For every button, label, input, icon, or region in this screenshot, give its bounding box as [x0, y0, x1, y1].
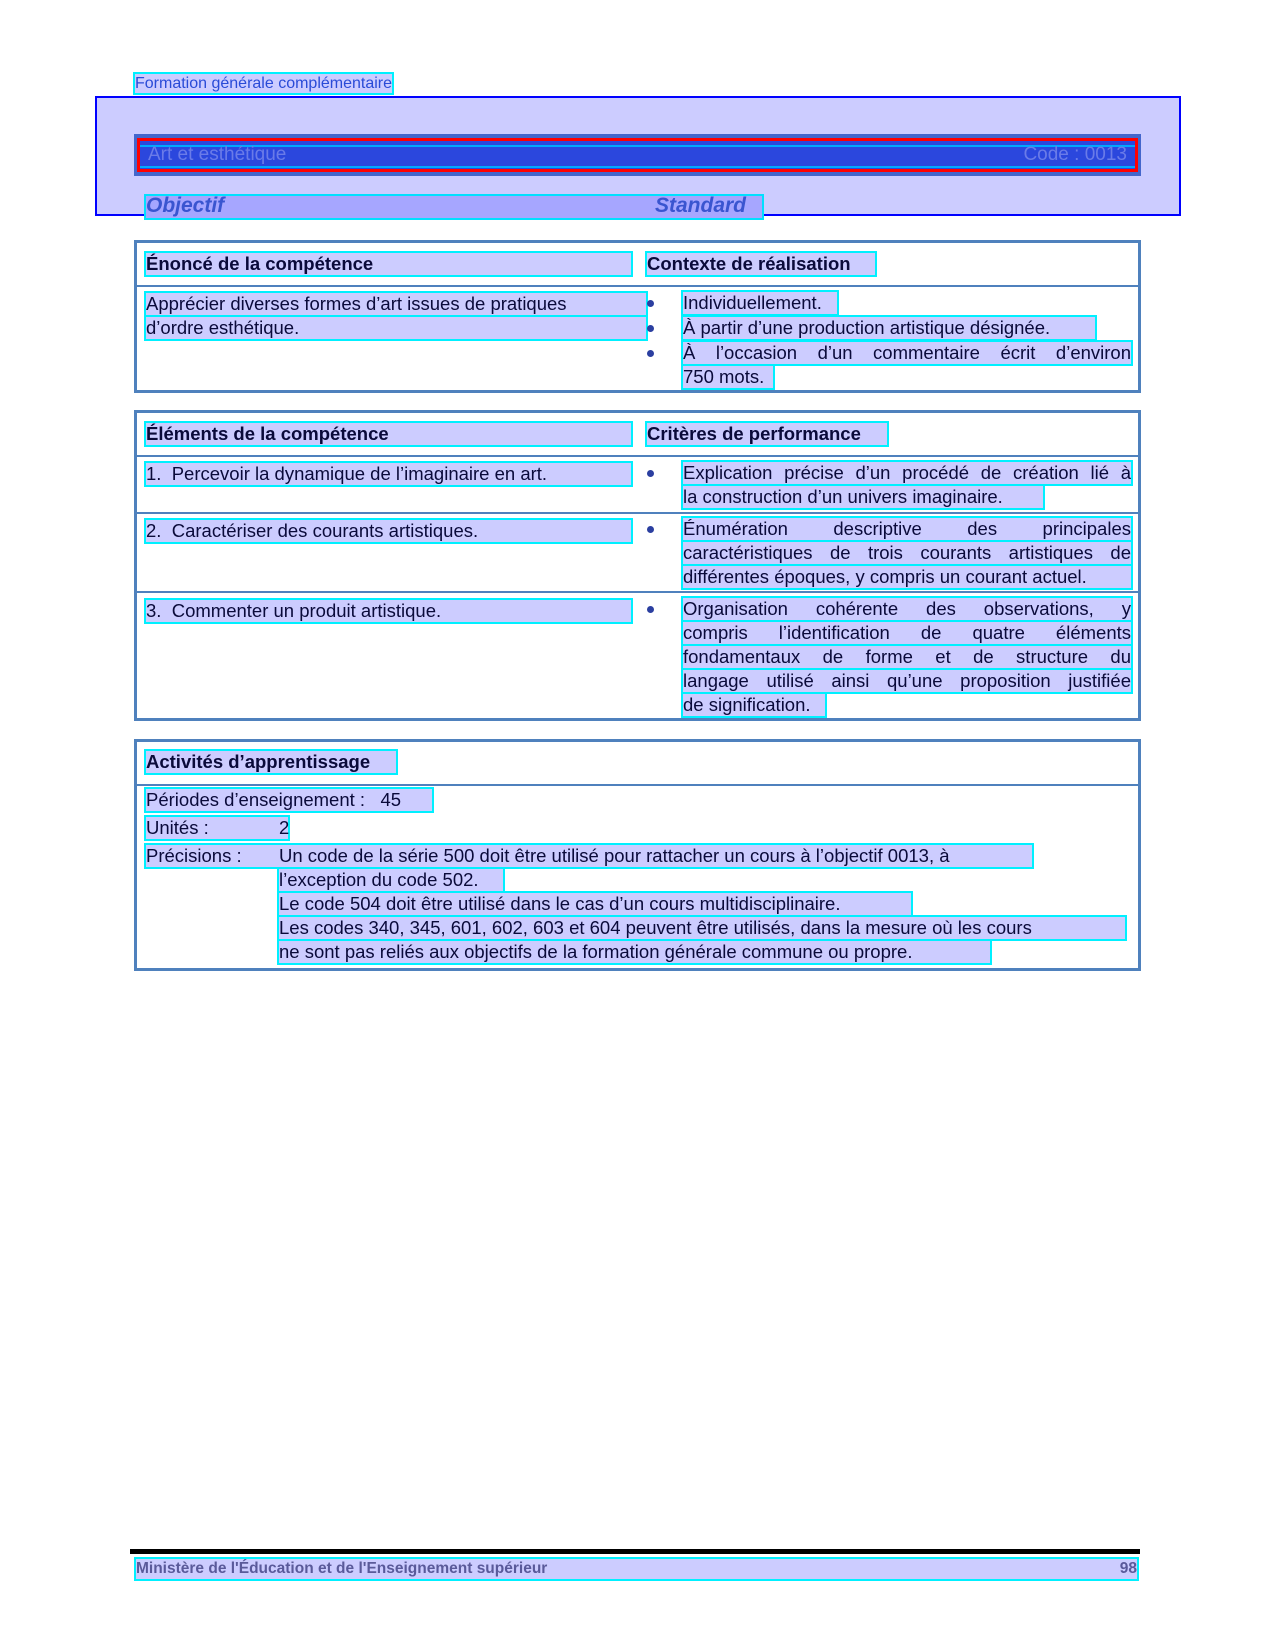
objective-label: Objectif	[146, 194, 225, 217]
context-heading: Contexte de réalisation	[647, 253, 875, 275]
footer	[136, 1559, 1137, 1579]
competence-heading: Énoncé de la compétence	[146, 253, 631, 275]
criteria-line: de signification.	[683, 694, 825, 716]
bullet-icon	[647, 350, 654, 357]
criteria-line: compris l’identification de quatre éléments	[683, 622, 1131, 643]
context-item: Individuellement.	[683, 292, 837, 314]
criteria-line: Explication précise d’un procédé de création lié à	[683, 462, 1131, 483]
context-item-cont: 750 mots.	[683, 366, 773, 388]
competence-statement-line: d’ordre esthétique.	[146, 317, 646, 339]
bullet-icon	[647, 606, 654, 613]
footer-rule	[130, 1549, 1140, 1554]
title-bar	[134, 134, 1141, 176]
course-code: Code : 0013	[1023, 144, 1127, 165]
element-row-3: 3. Commenter un produit artistique.	[146, 600, 631, 622]
context-item: À l’occasion d’un commentaire écrit d’environ	[683, 342, 1131, 363]
criteria-line: caractéristiques de trois courants artistiques de	[683, 542, 1131, 563]
criteria-heading: Critères de performance	[647, 423, 887, 445]
precision-line: l’exception du code 502.	[279, 869, 503, 891]
bullet-icon	[647, 470, 654, 477]
bullet-icon	[647, 526, 654, 533]
periods-row: Périodes d’enseignement : 45	[146, 789, 432, 811]
criteria-line: langage utilisé ainsi qu’une proposition justifiée	[683, 670, 1131, 691]
element-row-1: 1. Percevoir la dynamique de l’imaginaire en art.	[146, 463, 631, 485]
competence-statement-line: Apprécier diverses formes d’art issues de pratiques	[146, 293, 646, 315]
elements-heading: Éléments de la compétence	[146, 423, 631, 445]
running-header: Formation générale complémentaire	[135, 75, 393, 92]
context-item: À partir d’une production artistique désignée.	[683, 317, 1095, 339]
bullet-icon	[647, 325, 654, 332]
page-number: 98	[1119, 1560, 1137, 1577]
criteria-line: fondamentaux de forme et de structure du	[683, 646, 1131, 667]
units-row: Unités : 2	[146, 817, 290, 838]
precision-line: ne sont pas reliés aux objectifs de la formation générale commune ou propre.	[279, 941, 990, 963]
footer-ministry: Ministère de l'Éducation et de l'Enseignement supérieur	[136, 1560, 548, 1577]
criteria-line: la construction d’un univers imaginaire.	[683, 486, 1043, 508]
precision-line: Le code 504 doit être utilisé dans le cas d’un cours multidisciplinaire.	[279, 893, 911, 915]
element-row-2: 2. Caractériser des courants artistiques.	[146, 520, 631, 542]
activities-heading: Activités d’apprentissage	[146, 751, 396, 773]
criteria-line: Énumération descriptive des principales	[683, 518, 1131, 539]
course-title: Art et esthétique	[148, 144, 287, 165]
bullet-icon	[647, 300, 654, 307]
objective-standard-row	[146, 196, 762, 218]
precision-line: Les codes 340, 345, 601, 602, 603 et 604 peuvent être utilisés, dans la mesure où les cours	[279, 917, 1125, 939]
standard-label: Standard	[655, 194, 747, 217]
criteria-line: Organisation cohérente des observations, y	[683, 598, 1131, 619]
precisions-row: Précisions : Un code de la série 500 doit être utilisé pour rattacher un cours à l’objectif 0013, à	[146, 845, 1032, 867]
criteria-line: différentes époques, y compris un courant actuel.	[683, 566, 1131, 588]
